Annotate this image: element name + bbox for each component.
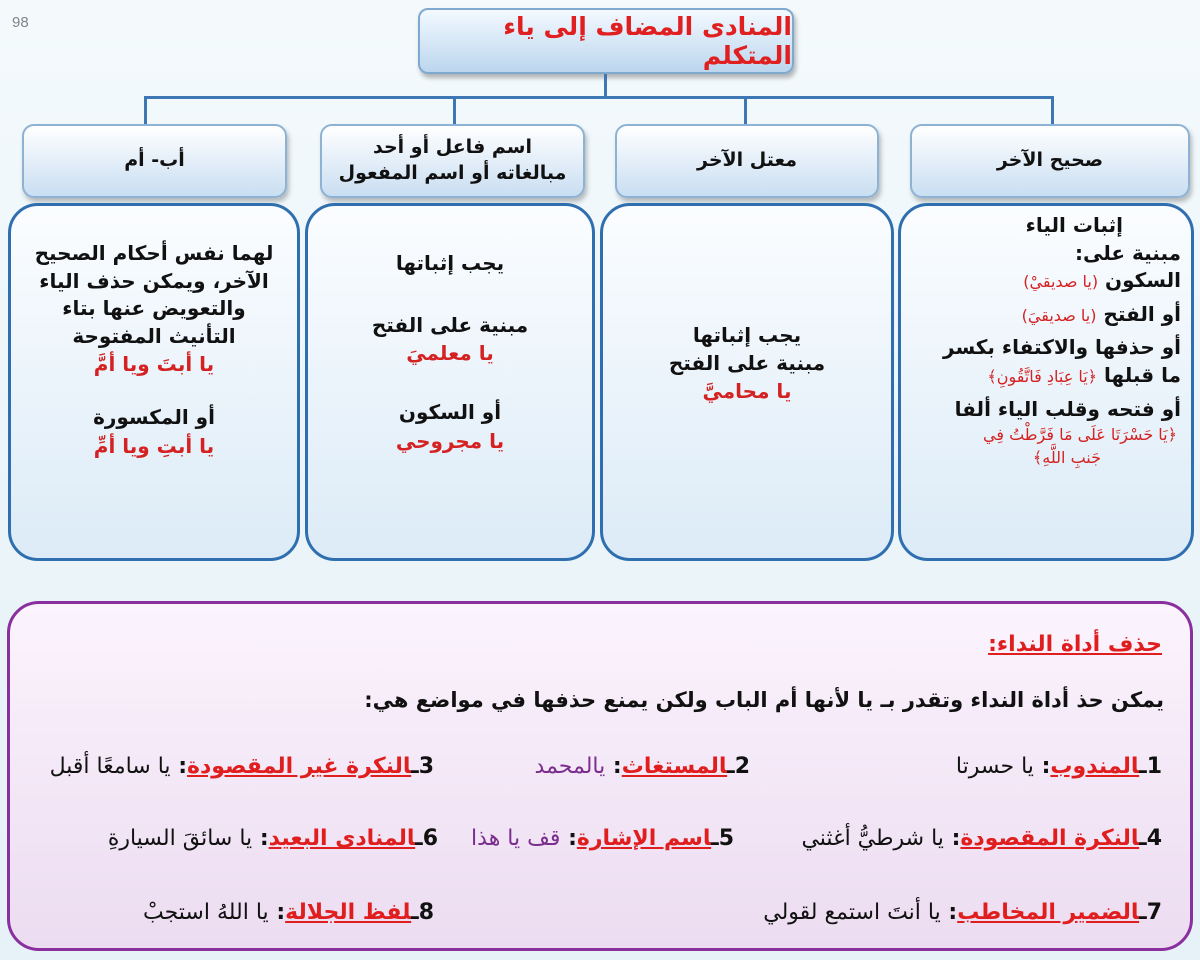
item-label: النكرة المقصودة (960, 826, 1140, 851)
item-label: المستغاث (621, 754, 728, 779)
quran-example: ﴿يَا حَسْرَتَا عَلَى مَا فَرَّطْتُ فِي (983, 425, 1177, 445)
text-line (909, 301, 1181, 329)
list-item (50, 754, 434, 779)
category-head-label: معتل الآخر (697, 149, 797, 172)
item-example: يا سامعًا أقبل (49, 754, 171, 779)
text-segment: السكون (1105, 268, 1181, 293)
category-head-line: اسم فاعل أو أحد (373, 136, 532, 159)
text-line (909, 362, 1181, 390)
text-line: أو السكون (398, 400, 502, 425)
text-line (909, 267, 1181, 295)
text-line: مبنية على الفتح (668, 350, 826, 375)
text-line: والتعويض عنها بتاء (62, 296, 246, 321)
item-label: النكرة غير المقصودة (187, 754, 412, 779)
category-body-ab-um (8, 203, 300, 561)
quran-example: ﴿يَا عِبَادِ فَاتَّقُونِ﴾ (987, 366, 1098, 386)
item-sep: : (943, 826, 961, 851)
section-intro: يمكن حذ أداة النداء وتقدر بـ يا لأنها أم الباب ولكن يمنع حذفها في مواضع هي: (364, 688, 1164, 712)
list-item (471, 826, 734, 851)
example-text: (يا صديقيَ) (1021, 305, 1097, 325)
connector-drop-1 (1051, 96, 1054, 125)
example-text: يا أبتِ ويا أمِّ (93, 433, 215, 458)
text-line: الآخر، ويمكن حذف الياء (39, 268, 269, 293)
item-example: يا حسرتا (955, 754, 1034, 779)
item-number: 6ـ (415, 826, 438, 851)
item-number: 1ـ (1139, 754, 1162, 779)
category-head-muatal (615, 124, 879, 198)
item-number: 3ـ (411, 754, 434, 779)
item-label: الضمير المخاطب (957, 900, 1140, 925)
example-text: (يا صديقيْ) (1023, 272, 1099, 292)
item-sep: : (170, 754, 188, 779)
list-item (143, 900, 434, 925)
text-line: أو المكسورة (93, 405, 215, 430)
example-text: يا أبتَ ويا أمَّ (93, 352, 215, 377)
text-line: يجب إثباتها (692, 323, 802, 347)
category-body-ism-fail (305, 203, 595, 561)
text-line: مبنية على الفتح (371, 312, 529, 337)
example-text: يا مجروحي (395, 428, 505, 453)
text-line: أو حذفها والاكتفاء بكسر (943, 335, 1181, 360)
text-line: التأنيث المفتوحة (72, 323, 236, 348)
list-item (108, 826, 438, 851)
item-sep: : (268, 900, 286, 925)
connector-drop-2 (744, 96, 747, 125)
category-head-sahih (910, 124, 1190, 198)
text-line: إثبات الياء (1025, 213, 1123, 237)
category-head-line: مبالغاته أو اسم المفعول (338, 162, 567, 184)
item-example: يا شرطيُّ أغثني (801, 826, 944, 851)
item-sep: : (560, 826, 577, 851)
example-text: يا معلميَ (406, 341, 494, 366)
list-item (956, 754, 1162, 779)
category-head-ab-um (22, 124, 287, 198)
item-sep: : (940, 900, 958, 925)
category-head-ism-fail (320, 124, 585, 198)
diagram-title: المنادى المضاف إلى ياء المتكلم (418, 8, 794, 74)
item-number: 4ـ (1139, 826, 1162, 851)
item-number: 7ـ (1139, 900, 1162, 925)
category-head-label: أب- أم (124, 149, 185, 172)
connector-drop-3 (453, 96, 456, 125)
section-title: حذف أداة النداء: (988, 632, 1162, 657)
item-example: يالمحمد (534, 754, 606, 779)
example-text: يا محاميَّ (702, 379, 792, 404)
category-head-label: صحيح الآخر (996, 149, 1104, 172)
connector-stem (604, 74, 607, 98)
item-sep: : (1033, 754, 1051, 779)
text-segment: ما قبلها (1104, 362, 1181, 387)
connector-bar (144, 96, 1053, 99)
item-number: 5ـ (711, 826, 734, 851)
text-line: لهما نفس أحكام الصحيح (34, 241, 274, 265)
text-line: أو فتحه وقلب الياء ألفا (954, 396, 1181, 421)
item-number: 8ـ (411, 900, 434, 925)
item-example: يا سائقَ السيارةِ (107, 826, 253, 851)
page-number: 98 (12, 14, 29, 31)
item-example: قف يا هذا (471, 826, 561, 851)
category-body-muatal (600, 203, 894, 561)
item-label: اسم الإشارة (576, 826, 712, 851)
item-number: 2ـ (727, 754, 750, 779)
list-item (535, 754, 750, 779)
text-line: مبنية على: (1074, 240, 1181, 265)
item-example: يا اللهُ استجبْ (142, 900, 269, 925)
omission-box (7, 601, 1193, 951)
item-label: المندوب (1050, 754, 1140, 779)
connector-drop-4 (144, 96, 147, 125)
item-sep: : (605, 754, 622, 779)
text-segment: أو الفتح (1103, 301, 1181, 326)
list-item (801, 826, 1162, 851)
item-label: لفظ الجلالة (285, 900, 412, 925)
list-item (763, 900, 1162, 925)
item-example: يا أنتَ استمع لقولي (763, 900, 941, 925)
text-line: يجب إثباتها (395, 251, 505, 275)
quran-example: جَنبِ اللَّهِ﴾ (1032, 448, 1101, 468)
item-sep: : (252, 826, 269, 851)
item-label: المنادى البعيد (268, 826, 416, 851)
category-body-sahih (898, 203, 1194, 561)
